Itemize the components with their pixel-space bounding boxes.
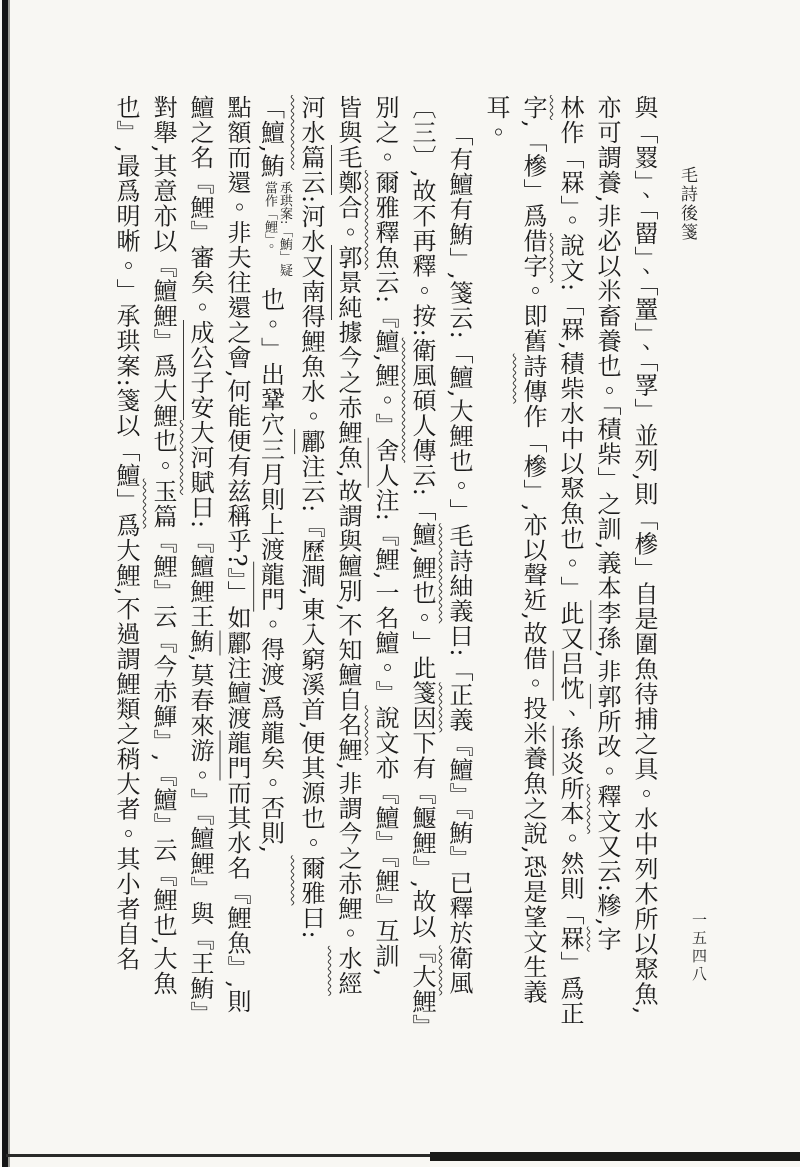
text-column-15 xyxy=(107,95,144,1080)
text-segment: ,非 xyxy=(593,650,621,684)
text-segment: 耳。 xyxy=(482,95,510,145)
text-segment: 據今之赤鯉魚,故謂與鱣別,不知鱣自名鯉,非謂今之赤鯉。 xyxy=(334,320,362,946)
text-segment: 云:河水又南得鯉魚水。 xyxy=(297,170,325,430)
text-segment: 所改。 xyxy=(593,708,621,784)
book-title-marked-text: 爾雅釋魚 xyxy=(371,170,399,270)
text-segment: 『鯉』云『今赤鯶』,『鱣』云『鯉也,大魚 xyxy=(149,528,177,996)
text-column-6 xyxy=(440,95,477,1080)
proper-name-marked-text: 龍門 xyxy=(256,561,285,612)
text-column-11 xyxy=(255,95,292,1080)
text-segment: 作「罧」。 xyxy=(556,120,584,233)
book-title-marked-text: 衛風 xyxy=(445,945,473,996)
text-segment: 字,「槮」爲借字。即舊 xyxy=(519,95,547,354)
text-column-7 xyxy=(403,95,440,1080)
text-segment: 云:『鱣,鯉。』 xyxy=(371,270,399,438)
text-segment: 也』,最爲明晰。」承珙案:箋以「鱣」爲大鯉,不過謂鯉類之稍大者。其小者自名 xyxy=(112,95,140,972)
text-segment: 注云:『歷澗,東入窮溪首,便其源也。 xyxy=(297,454,325,856)
text-column-12 xyxy=(218,95,255,1080)
book-title-marked-text: 毛詩紬義 xyxy=(445,523,473,624)
book-title-marked-text: 衛風碩人傳 xyxy=(408,337,436,463)
page-number: 一五四八 xyxy=(690,912,708,984)
text-column-10 xyxy=(292,95,329,1080)
text-column-4 xyxy=(514,95,551,1080)
proper-name-marked-text: 郭 xyxy=(593,683,621,709)
proper-name-marked-text: 郭景純 xyxy=(334,245,362,320)
proper-name-marked-text: 李孫 xyxy=(593,600,621,651)
book-title-marked-text: 正義 xyxy=(445,682,473,733)
proper-name-marked-text: 吕忱 xyxy=(556,650,584,701)
text-segment: 、 xyxy=(556,700,584,726)
text-segment: :「罧,積柴水中以聚魚也。」此又 xyxy=(556,283,584,651)
text-segment: 〔三〕,故不再釋。按: xyxy=(408,95,436,338)
text-block xyxy=(100,95,662,1080)
text-column-1 xyxy=(625,95,662,1080)
text-segment: 曰:『鱣鯉王鮪,莫春來游。』『鱣鯉』與『王鮪』 xyxy=(186,495,214,1026)
text-segment: 。得渡,爲龍矣。否則, xyxy=(256,611,285,854)
proper-name-marked-text: 酈 xyxy=(297,429,325,455)
text-segment: 鱣之名『鯉』審矣。 xyxy=(186,95,214,320)
text-segment: 合。 xyxy=(334,195,362,245)
text-column-2 xyxy=(588,95,625,1080)
book-title-marked-text: 林 xyxy=(556,95,584,120)
text-segment: 注:『鯉,一名鱣。』 xyxy=(371,487,399,706)
proper-name-marked-text: 酈 xyxy=(223,630,251,656)
proper-name-marked-text: 孫炎 xyxy=(556,725,584,776)
text-segment: 所本。然則「罧」爲正 xyxy=(556,775,584,1026)
text-segment: 點額而還。非夫往還之會,何能便有兹稱乎?』」如 xyxy=(223,95,251,631)
book-title-marked-text: 水經 xyxy=(334,945,362,996)
book-title-marked-text: 說文 xyxy=(556,233,584,283)
book-title-marked-text: 說文 xyxy=(371,705,399,756)
proper-name-marked-text: 龍門 xyxy=(223,730,251,781)
book-title-marked-text: 字 xyxy=(593,926,621,952)
text-segment: 別之。 xyxy=(371,95,399,170)
scan-left-edge-shadow xyxy=(8,0,10,1167)
text-segment: 皆與 xyxy=(334,95,362,145)
text-segment: 「鱣,鮪 xyxy=(256,95,285,179)
text-segment: 亦可謂養,非必以米畜養也。「積柴」之訓,義本 xyxy=(593,95,621,601)
text-column-9 xyxy=(329,95,366,1080)
text-segment: 注鱣渡 xyxy=(223,655,251,731)
book-title-marked-text: 大河賦 xyxy=(186,420,214,495)
text-segment: 曰:「 xyxy=(445,623,473,683)
book-title-marked-text: 河水篇 xyxy=(297,95,325,170)
book-title-marked-text: 詩傳 xyxy=(519,353,547,404)
text-segment: 曰: xyxy=(297,905,325,940)
proper-name-marked-text: 毛鄭 xyxy=(334,145,362,195)
text-column-13 xyxy=(181,95,218,1080)
text-segment: 作「槮」,亦以聲近,故借。投米養魚之說,恐是望文生義 xyxy=(519,403,547,1005)
book-title-marked-text: 爾雅 xyxy=(297,855,325,906)
text-segment: 而其水名『鯉魚』,則 xyxy=(223,780,251,1015)
text-segment: 『鱣』『鮪』已釋於 xyxy=(445,732,473,946)
text-column-14 xyxy=(144,95,181,1080)
scan-bottom-right-edge xyxy=(430,1152,800,1161)
running-title: 毛詩後箋 xyxy=(677,166,697,242)
proper-name-marked-text: 成公子安 xyxy=(186,320,214,420)
text-segment: 「有鱣有鮪」,箋云:「鱣,大鯉也。」 xyxy=(445,122,473,524)
text-segment: 也。」出鞏穴三月則上渡 xyxy=(256,286,285,562)
text-segment: 又云:糝, xyxy=(593,833,621,927)
text-column-3 xyxy=(551,95,588,1080)
text-segment: 云:「鱣,鯉也。」此箋因下有『鰋鯉』,故以『大鯉』 xyxy=(408,462,436,1040)
book-title-marked-text: 釋文 xyxy=(593,783,621,834)
text-segment: 與「罬」、「罶」、「罿」、「罦」並列,則「槮」自是圍魚待捕之具。水中列木所以聚魚, xyxy=(630,95,658,1016)
text-column-8 xyxy=(366,95,403,1080)
interlinear-collation-note: 承珙案:「鮪」疑當作「鯉」。 xyxy=(262,180,292,277)
text-column-5 xyxy=(477,95,514,1080)
text-segment: 亦『鱣』『鯉』互訓, xyxy=(371,755,399,978)
text-segment: 對舉,其意亦以『鱣鯉』爲大鯉也。 xyxy=(149,95,177,479)
proper-name-marked-text: 舍人 xyxy=(371,437,399,488)
book-title-marked-text: 玉篇 xyxy=(149,478,177,529)
